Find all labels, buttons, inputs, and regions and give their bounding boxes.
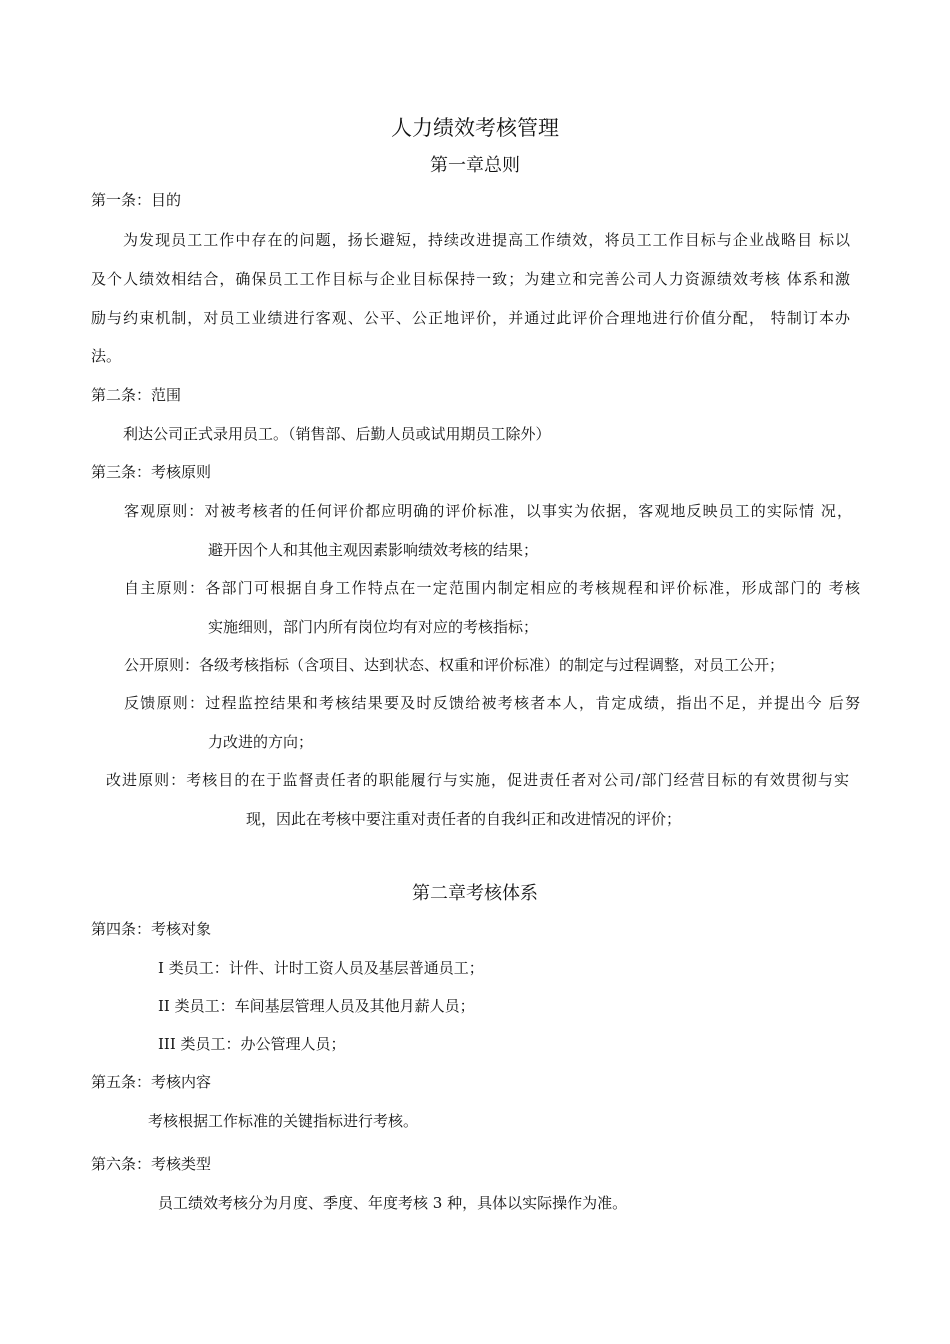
employee-class-item: I 类员工：计件、计时工资人员及基层普通员工； — [158, 959, 484, 977]
principle-objective: 客观原则：对被考核者的任何评价都应明确的评价标准，以事实为依据，客观地反映员工的实际情 况， — [124, 502, 852, 520]
principle-improvement: 改进原则：考核目的在于监督责任者的职能履行与实施，促进责任者对公司/部门经营目标的有效贯彻与实 — [106, 771, 849, 789]
article-4-label: 第四条：考核对象 — [91, 920, 212, 938]
article-3-label: 第三条：考核原则 — [91, 463, 212, 481]
article-1-line: 法。 — [91, 347, 122, 365]
article-2-label: 第二条：范围 — [91, 386, 182, 404]
article-6-text: 员工绩效考核分为月度、季度、年度考核 3 种，具体以实际操作为准。 — [158, 1194, 628, 1212]
principle-improvement-cont: 现，因此在考核中要注重对责任者的自我纠正和改进情况的评价； — [246, 810, 682, 828]
chapter-1-heading: 第一章总则 — [430, 155, 520, 176]
principle-objective-cont: 避开因个人和其他主观因素影响绩效考核的结果； — [208, 541, 539, 559]
principle-openness: 公开原则：各级考核指标（含项目、达到状态、权重和评价标准）的制定与过程调整，对员工公开； — [124, 656, 785, 674]
chapter-2-heading: 第二章考核体系 — [412, 883, 538, 904]
article-1-line: 及个人绩效相结合，确保员工工作目标与企业目标保持一致；为建立和完善公司人力资源绩效考核 体系和激 — [91, 270, 850, 288]
principle-feedback: 反馈原则：过程监控结果和考核结果要及时反馈给被考核者本人，肯定成绩，指出不足，并提出今 后努 — [124, 694, 860, 712]
article-1-line: 为发现员工工作中存在的问题，扬长避短，持续改进提高工作绩效，将员工工作目标与企业战略目 标以 — [123, 231, 850, 249]
principle-autonomy-cont: 实施细则，部门内所有岗位均有对应的考核指标； — [208, 618, 539, 636]
article-5-label: 第五条：考核内容 — [91, 1073, 212, 1091]
article-6-label: 第六条：考核类型 — [91, 1155, 212, 1173]
employee-class-item: III 类员工：办公管理人员； — [158, 1035, 346, 1053]
article-1-label: 第一条：目的 — [91, 191, 182, 209]
article-1-line: 励与约束机制，对员工业绩进行客观、公平、公正地评价，并通过此评价合理地进行价值分配， 特制订本办 — [91, 309, 850, 327]
principle-autonomy: 自主原则：各部门可根据自身工作特点在一定范围内制定相应的考核规程和评价标准，形成部门的 考核 — [124, 579, 860, 597]
article-5-text: 考核根据工作标准的关键指标进行考核。 — [148, 1112, 419, 1130]
article-2-text: 利达公司正式录用员工。（销售部、后勤人员或试用期员工除外） — [123, 425, 551, 443]
employee-class-item: II 类员工：车间基层管理人员及其他月薪人员； — [158, 997, 475, 1015]
principle-feedback-cont: 力改进的方向； — [208, 733, 314, 751]
document-title: 人力绩效考核管理 — [391, 116, 559, 140]
